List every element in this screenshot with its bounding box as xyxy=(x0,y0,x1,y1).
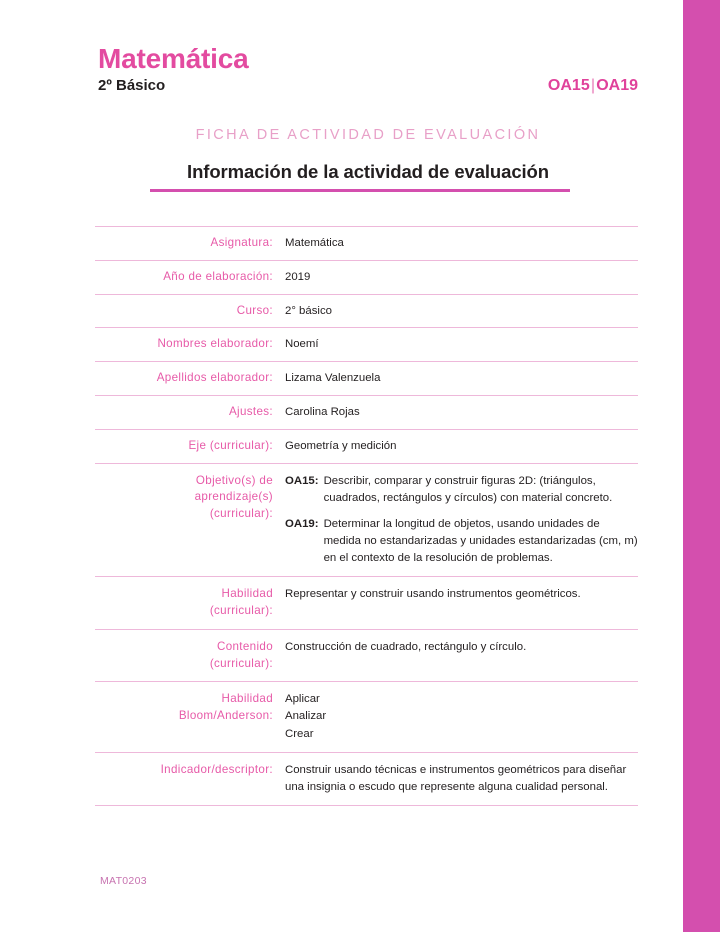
subject-title: Matemática xyxy=(98,43,249,74)
sheet-kind-label: FICHA DE ACTIVIDAD DE EVALUACIÓN xyxy=(195,127,541,143)
row-value: 2019 xyxy=(285,270,311,283)
row-value: Construir usando técnicas e instrumentos geométricos para diseñar una insignia o escudo que represente alguna cualidad personal. xyxy=(285,763,627,793)
row-label-line: Contenido xyxy=(216,639,273,653)
row-value: Matemática xyxy=(285,237,344,249)
table-row xyxy=(95,395,638,429)
bloom-level: Crear xyxy=(285,727,314,740)
row-label-line: Bloom/Anderson: xyxy=(178,709,273,723)
bloom-level: Analizar xyxy=(285,710,327,723)
row-value: Geometría y medición xyxy=(285,439,397,452)
footer-document-code: MAT0203 xyxy=(100,875,147,887)
row-label: Año de elaboración: xyxy=(163,269,273,283)
oa-codes xyxy=(548,77,638,95)
objective-code: OA19: xyxy=(285,517,319,530)
page-title: Información de la actividad de evaluación xyxy=(187,161,549,182)
objective-item xyxy=(285,473,638,507)
objective-text: Describir, comparar y construir figuras 2D: (triángulos, cuadrados, rectángulos y círculos) con material concreto. xyxy=(323,474,613,504)
row-value: 2° básico xyxy=(285,304,332,317)
table-row-content xyxy=(95,629,638,682)
table-row xyxy=(95,226,638,260)
row-label xyxy=(95,630,273,682)
objective-code: OA15: xyxy=(285,474,319,487)
title-underline xyxy=(150,189,570,192)
row-label-line: (curricular): xyxy=(209,507,273,521)
row-label-line: Habilidad xyxy=(221,587,273,601)
row-label: Nombres elaborador: xyxy=(157,337,273,351)
row-label-line: Objetivo(s) de xyxy=(195,473,273,487)
row-label-line: (curricular): xyxy=(209,603,273,617)
row-value: Lizama Valenzuela xyxy=(285,372,381,385)
document-header xyxy=(98,43,638,182)
row-label: Ajustes: xyxy=(228,404,273,418)
row-label xyxy=(95,682,273,734)
grade-and-oa-row xyxy=(98,77,638,99)
table-row xyxy=(95,361,638,395)
right-edge-decoration xyxy=(683,0,720,932)
objective-item xyxy=(285,516,638,567)
row-value: Noemí xyxy=(285,338,319,351)
oa-separator: | xyxy=(590,77,596,95)
table-row-bloom xyxy=(95,681,638,751)
table-row-objectives xyxy=(95,463,638,577)
row-label: Eje (curricular): xyxy=(188,438,273,452)
row-value: Construcción de cuadrado, rectángulo y círculo. xyxy=(285,640,527,653)
grade-label: 2º Básico xyxy=(98,77,166,95)
right-edge-decoration-inner xyxy=(690,0,720,932)
row-label-line: (curricular): xyxy=(209,656,273,670)
row-label: Indicador/descriptor: xyxy=(160,762,273,776)
bloom-level: Aplicar xyxy=(285,693,320,706)
row-label-line: Habilidad xyxy=(221,692,273,706)
oa-code-left: OA15 xyxy=(547,77,590,95)
row-label xyxy=(95,577,273,629)
oa-code-right: OA19 xyxy=(596,77,638,95)
row-value: Carolina Rojas xyxy=(285,405,360,418)
row-label xyxy=(95,464,273,532)
objective-text: Determinar la longitud de objetos, usando unidades de medida no estandarizadas y unidades estandarizadas (cm, m) en el contexto de la resolución de problemas. xyxy=(323,517,638,565)
row-value xyxy=(273,464,638,577)
row-label: Apellidos elaborador: xyxy=(156,371,273,385)
row-label-line: aprendizaje(s) xyxy=(194,490,273,504)
row-value: Representar y construir usando instrumentos geométricos. xyxy=(285,588,581,601)
table-row xyxy=(95,260,638,294)
activity-info-table xyxy=(95,226,638,806)
document-title-wrap xyxy=(98,161,638,183)
table-row-indicator xyxy=(95,752,638,806)
table-row xyxy=(95,429,638,463)
table-row xyxy=(95,327,638,361)
row-label: Curso: xyxy=(236,303,273,317)
table-row-skill xyxy=(95,576,638,629)
row-value xyxy=(273,682,638,751)
table-row xyxy=(95,294,638,328)
row-label: Asignatura: xyxy=(210,236,273,249)
